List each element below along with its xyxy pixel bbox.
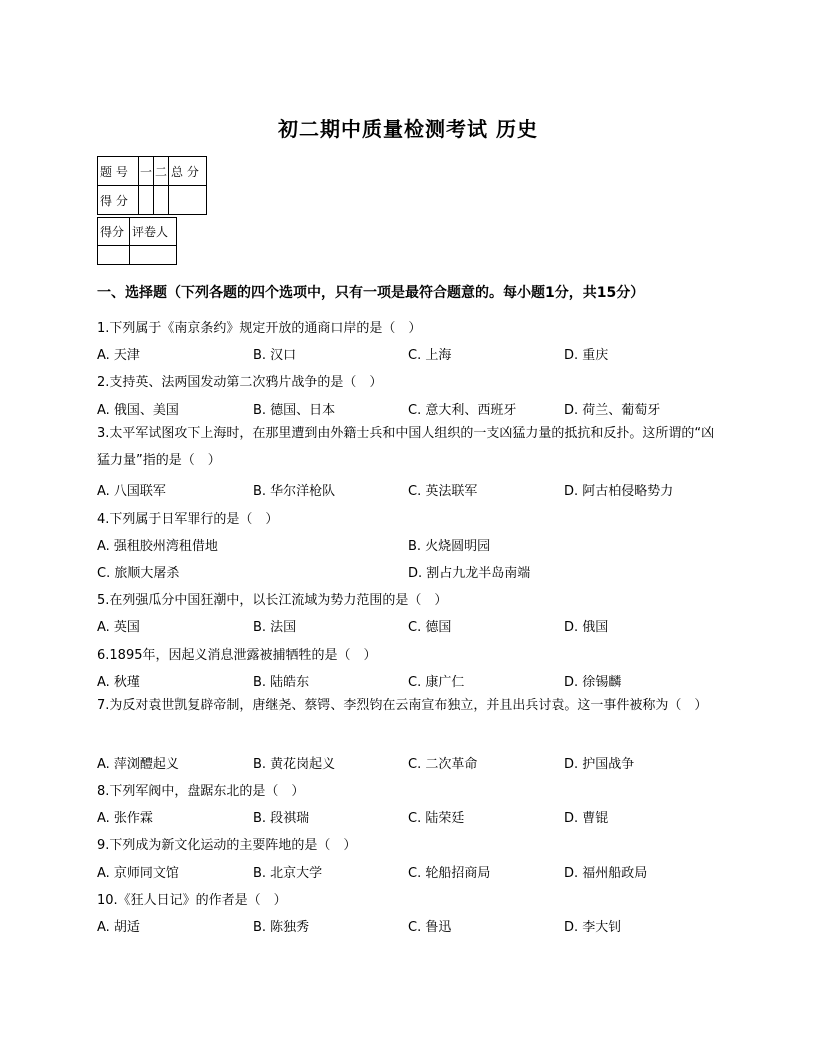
score-row-label: 得 分 bbox=[98, 186, 139, 215]
q1-option-c: C. 上海 bbox=[408, 348, 452, 363]
q4-option-c: C. 旅顺大屠杀 bbox=[97, 566, 180, 581]
question-6: 6.1895年，因起义消息泄露被捕牺牲的是（ ） bbox=[97, 648, 377, 663]
q7-option-a: A. 萍浏醴起义 bbox=[97, 757, 179, 772]
score-header-part-1: 一 bbox=[139, 157, 154, 186]
grader-table bbox=[97, 217, 177, 265]
q2-option-d: D. 荷兰、葡萄牙 bbox=[564, 403, 661, 418]
score-cell-total bbox=[169, 186, 207, 215]
q2-option-c: C. 意大利、西班牙 bbox=[408, 403, 517, 418]
q6-option-d: D. 徐锡麟 bbox=[564, 675, 622, 690]
grader-header-grader: 评卷人 bbox=[130, 218, 177, 246]
question-9: 9.下列成为新文化运动的主要阵地的是（ ） bbox=[97, 838, 357, 853]
grader-table-header-row bbox=[98, 218, 177, 246]
q5-option-a: A. 英国 bbox=[97, 620, 140, 635]
q8-option-c: C. 陆荣廷 bbox=[408, 811, 465, 826]
score-table-header-row bbox=[98, 157, 207, 186]
q4-option-a: A. 强租胶州湾租借地 bbox=[97, 539, 218, 554]
question-4: 4.下列属于日军罪行的是（ ） bbox=[97, 512, 279, 527]
q9-option-c: C. 轮船招商局 bbox=[408, 866, 491, 881]
q5-option-b: B. 法国 bbox=[253, 620, 297, 635]
q10-option-c: C. 鲁迅 bbox=[408, 920, 452, 935]
grader-header-score: 得分 bbox=[98, 218, 130, 246]
q6-option-c: C. 康广仁 bbox=[408, 675, 465, 690]
question-10: 10.《狂人日记》的作者是（ ） bbox=[97, 893, 287, 908]
q1-option-d: D. 重庆 bbox=[564, 348, 609, 363]
q8-option-a: A. 张作霖 bbox=[97, 811, 153, 826]
q1-option-a: A. 天津 bbox=[97, 348, 140, 363]
question-2: 2.支持英、法两国发动第二次鸦片战争的是（ ） bbox=[97, 375, 383, 390]
q7-option-b: B. 黄花岗起义 bbox=[253, 757, 336, 772]
question-3: 3.太平军试图攻下上海时，在那里遭到由外籍士兵和中国人组织的一支凶猛力量的抵抗和反扑。这所谓的“凶猛力量”指的是（ ） bbox=[97, 426, 715, 468]
q10-option-b: B. 陈独秀 bbox=[253, 920, 310, 935]
score-header-total: 总 分 bbox=[169, 157, 207, 186]
score-cell-part-1 bbox=[139, 186, 154, 215]
q10-option-a: A. 胡适 bbox=[97, 920, 140, 935]
q4-option-b: B. 火烧圆明园 bbox=[408, 539, 491, 554]
q2-option-b: B. 德国、日本 bbox=[253, 403, 336, 418]
q9-option-d: D. 福州船政局 bbox=[564, 866, 648, 881]
question-1: 1.下列属于《南京条约》规定开放的通商口岸的是（ ） bbox=[97, 321, 422, 336]
q6-option-b: B. 陆皓东 bbox=[253, 675, 310, 690]
q3-option-c: C. 英法联军 bbox=[408, 484, 478, 499]
question-5: 5.在列强瓜分中国狂潮中，以长江流域为势力范围的是（ ） bbox=[97, 593, 448, 608]
score-table-score-row bbox=[98, 186, 207, 215]
q6-option-a: A. 秋瑾 bbox=[97, 675, 140, 690]
score-cell-part-2 bbox=[154, 186, 169, 215]
q3-option-a: A. 八国联军 bbox=[97, 484, 166, 499]
section-heading: 一、选择题（下列各题的四个选项中，只有一项是最符合题意的。每小题1分，共15分） bbox=[97, 285, 645, 301]
q3-option-b: B. 华尔洋枪队 bbox=[253, 484, 336, 499]
q1-option-b: B. 汉口 bbox=[253, 348, 297, 363]
question-8: 8.下列军阀中，盘踞东北的是（ ） bbox=[97, 784, 305, 799]
score-header-part-2: 二 bbox=[154, 157, 169, 186]
question-7: 7.为反对袁世凯复辟帝制，唐继尧、蔡锷、李烈钧在云南宣布独立，并且出兵讨袁。这一事件被称为（ ） bbox=[97, 698, 708, 713]
q9-option-b: B. 北京大学 bbox=[253, 866, 323, 881]
q5-option-c: C. 德国 bbox=[408, 620, 452, 635]
grader-table-blank-row bbox=[98, 246, 177, 265]
q7-option-d: D. 护国战争 bbox=[564, 757, 635, 772]
score-table bbox=[97, 156, 207, 215]
q9-option-a: A. 京师同文馆 bbox=[97, 866, 179, 881]
page-title: 初二期中质量检测考试 历史 bbox=[278, 117, 538, 141]
q10-option-d: D. 李大钊 bbox=[564, 920, 622, 935]
grader-cell-score bbox=[98, 246, 130, 265]
q3-option-d: D. 阿古柏侵略势力 bbox=[564, 484, 674, 499]
grader-cell-grader bbox=[130, 246, 177, 265]
q7-option-c: C. 二次革命 bbox=[408, 757, 478, 772]
q8-option-d: D. 曹锟 bbox=[564, 811, 609, 826]
q4-option-d: D. 割占九龙半岛南端 bbox=[408, 566, 531, 581]
q2-option-a: A. 俄国、美国 bbox=[97, 403, 179, 418]
q8-option-b: B. 段祺瑞 bbox=[253, 811, 310, 826]
q5-option-d: D. 俄国 bbox=[564, 620, 609, 635]
score-header-number: 题 号 bbox=[98, 157, 139, 186]
